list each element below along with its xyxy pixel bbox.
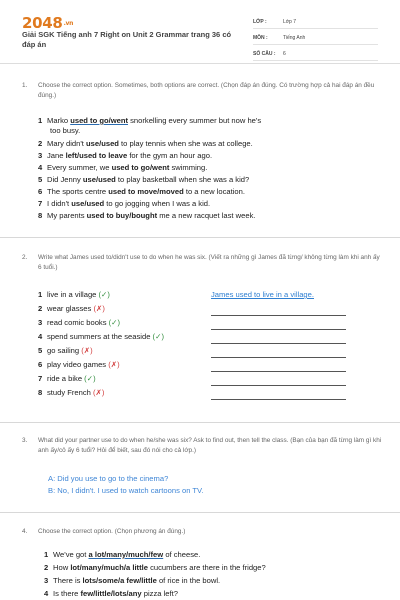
list-item: 5 go sailing (✗) (38, 346, 93, 355)
list-item: 4 Is there few/little/lots/any pizza left? (44, 589, 178, 598)
list-item: 3 read comic books (✓) (38, 318, 121, 327)
answer-line[interactable] (211, 357, 346, 358)
list-item: 4 spend summers at the seaside (✓) (38, 332, 164, 341)
example-answer: James used to live in a village. (211, 290, 314, 299)
list-item: 1 live in a village (✓) (38, 290, 110, 299)
question-1-instruction: 1. Choose the correct option. Sometimes, both options are correct. (Chọn đáp án đúng. Có trường hợp cả hai đáp án đều đúng.) (22, 82, 375, 99)
cross-icon: (✗) (108, 360, 120, 369)
answer-line[interactable] (211, 343, 346, 344)
site-logo[interactable]: 2048.vn (22, 14, 74, 32)
question-4-instruction: 4. Choose the correct option. (Chọn phương án đúng.) (22, 528, 186, 535)
list-item: 6 The sports centre used to move/moved to a new location. (38, 187, 245, 196)
list-item: 6 play video games (✗) (38, 360, 120, 369)
check-icon: (✓) (98, 290, 110, 299)
list-item: 7 I didn't use/used to go jogging when I was a kid. (38, 199, 211, 208)
cross-icon: (✗) (93, 388, 105, 397)
list-item: 5 Did Jenny use/used to play basketball when she was a kid? (38, 175, 250, 184)
answer-line[interactable] (211, 399, 346, 400)
section-divider (0, 237, 400, 238)
answer-line[interactable] (211, 385, 346, 386)
meta-question-count: SỐ CÂU : 6 (253, 46, 378, 61)
section-divider (0, 512, 400, 513)
list-item: 3 Jane left/used to leave for the gym an hour ago. (38, 151, 213, 160)
cross-icon: (✗) (93, 304, 105, 313)
check-icon: (✓) (152, 332, 164, 341)
list-item: 3 There is lots/some/a few/little of rice in the bowl. (44, 576, 221, 585)
dialog-line-a: A: Did you use to go to the cinema? (48, 474, 169, 483)
dialog-line-b: B: No, I didn't. I used to watch cartoons on TV. (48, 486, 204, 495)
check-icon: (✓) (84, 374, 96, 383)
cross-icon: (✗) (81, 346, 93, 355)
list-item: 8 My parents used to buy/bought me a new racquet last week. (38, 211, 256, 220)
meta-subject: MÔN : Tiếng Anh (253, 30, 378, 45)
list-item: 2 wear glasses (✗) (38, 304, 105, 313)
list-item: 2 Mary didn't use/used to play tennis when she was at college. (38, 139, 253, 148)
meta-class: LỚP : Lớp 7 (253, 14, 378, 29)
list-item: 2 How lot/many/much/a little cucumbers are there in the fridge? (44, 563, 266, 572)
page-header (0, 0, 400, 64)
list-item: 8 study French (✗) (38, 388, 105, 397)
answer-line[interactable] (211, 371, 346, 372)
list-item: 1 We've got a lot/many/much/few of cheese. (44, 550, 201, 559)
answer-line[interactable] (211, 329, 346, 330)
question-2-instruction: 2. Write what James used to/didn't use to do when he was six. (Viết ra những gì James đã từng/ không từng làm khi anh ấy 6 tuổi.) (22, 254, 380, 271)
list-item: 1 Marko used to go/went snorkelling every summer but now he's too busy. (38, 116, 262, 135)
check-icon: (✓) (108, 318, 121, 327)
list-item: 7 ride a bike (✓) (38, 374, 96, 383)
section-divider (0, 422, 400, 423)
answer-line[interactable] (211, 315, 346, 316)
question-3-instruction: 3. What did your partner use to do when he/she was six? Ask to find out, then tell the class. (Bạn của bạn đã từng làm gì khi anh ấy/cô ấy 6 tuổi? Hỏi để biết, sau đó nói cho cả lớp.) (22, 437, 382, 454)
document-title: Giải SGK Tiếng anh 7 Right on Unit 2 Grammar trang 36 có đáp án (22, 30, 232, 50)
list-item: 4 Every summer, we used to go/went swimming. (38, 163, 208, 172)
